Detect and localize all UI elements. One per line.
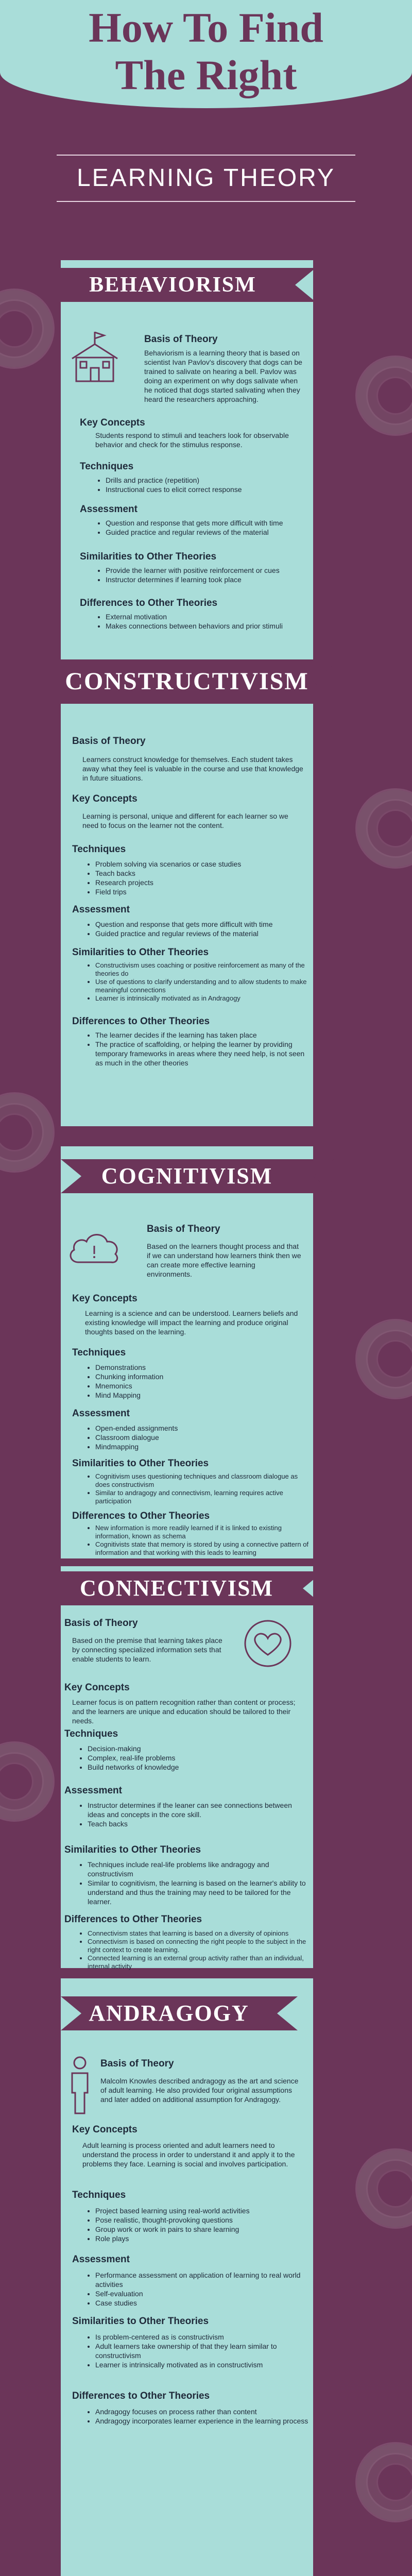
list-item: • Connectivism states that learning is based on a diversity of opinions [88, 1929, 309, 1938]
cognitivism-banner [61, 1159, 313, 1193]
title-line-2: The Right [115, 52, 297, 98]
list-item: • Demonstrations [95, 1363, 312, 1372]
list-item: • Project based learning using real-world activities [95, 2206, 312, 2215]
swirl-decoration [355, 1319, 412, 1399]
andragogy-assess-heading: Assessment [72, 2254, 130, 2265]
swirl-decoration [355, 355, 412, 436]
behaviorism-title: BEHAVIORISM [89, 273, 256, 297]
list-item: • Build networks of knowledge [88, 1762, 304, 1772]
andragogy-sim-list [85, 2332, 312, 2369]
list-item: • Question and response that gets more difficult with time [106, 518, 312, 528]
andragogy-key-heading: Key Concepts [72, 2124, 138, 2135]
andragogy-sim-heading: Similarities to Other Theories [72, 2316, 209, 2327]
page-title [0, 4, 412, 99]
constructivism-tech-list [85, 859, 312, 896]
andragogy-diff-heading: Differences to Other Theories [72, 2391, 210, 2401]
constructivism-sim-list [85, 961, 312, 1003]
list-item: • Field trips [95, 887, 312, 896]
behaviorism-diff-heading: Differences to Other Theories [80, 598, 218, 608]
constructivism-banner [61, 665, 313, 699]
connectivism-sim-heading: Similarities to Other Theories [64, 1844, 201, 1855]
behaviorism-key-text: Students respond to stimuli and teachers look for observable behavior and check for the stimulus response. [95, 431, 289, 449]
andragogy-key-text: Adult learning is process oriented and adult learners need to understand the process in order to understand it and apply it to the problems they face. Learning is social and involves participation. [82, 2141, 295, 2168]
swirl-decoration [355, 2442, 412, 2522]
cognitivism-sim-list [85, 1472, 312, 1505]
list-item: • Cognitivists state that memory is stored by using a connective pattern of information and that working with this leads to learning [95, 1540, 312, 1557]
connectivism-title: CONNECTIVISM [79, 1575, 274, 1601]
behaviorism-key-heading: Key Concepts [80, 417, 145, 428]
swirl-decoration [0, 1741, 55, 1822]
list-item: • New information is more readily learned if it is linked to existing information, known as schema [95, 1524, 312, 1540]
list-item: • Andragogy incorporates learner experience in the learning process [95, 2416, 312, 2426]
list-item: • Learner is intrinsically motivated as in constructivism [95, 2360, 312, 2369]
cloud-icon [66, 1226, 123, 1267]
list-item: • Performance assessment on application of learning to real world activities [95, 2270, 312, 2289]
behaviorism-diff-list [95, 612, 312, 631]
swirl-decoration [355, 788, 412, 869]
cognitivism-basis-heading: Basis of Theory [147, 1224, 220, 1234]
list-item: • Use of questions to clarify understanding and to allow students to make meaningful connections [95, 978, 312, 994]
list-item: • Connected learning is an external group activity rather than an individual, internal activity [88, 1954, 309, 1971]
heart-icon [239, 1618, 296, 1669]
constructivism-diff-heading: Differences to Other Theories [72, 1016, 210, 1027]
andragogy-tech-heading: Techniques [72, 2190, 126, 2200]
list-item: • Chunking information [95, 1372, 312, 1381]
andragogy-tech-list [85, 2206, 312, 2243]
subtitle: LEARNING THEORY [76, 164, 335, 192]
constructivism-basis-heading: Basis of Theory [72, 736, 146, 747]
connectivism-sim-list [77, 1860, 309, 1906]
swirl-decoration [355, 2148, 412, 2229]
constructivism-title: CONSTRUCTIVISM [65, 668, 309, 695]
list-item: • Mind Mapping [95, 1391, 312, 1400]
list-item: • Drills and practice (repetition) [106, 476, 312, 485]
person-icon [67, 2056, 93, 2117]
list-item: • Learner is intrinsically motivated as in Andragogy [95, 994, 312, 1003]
list-item: • Classroom dialogue [95, 1433, 312, 1442]
cognitivism-assess-heading: Assessment [72, 1408, 130, 1419]
list-item: • Research projects [95, 878, 312, 887]
constructivism-assess-heading: Assessment [72, 904, 130, 915]
list-item: • Provide the learner with positive reinforcement or cues [106, 566, 312, 575]
connectivism-diff-heading: Differences to Other Theories [64, 1914, 202, 1925]
list-item: • Question and response that gets more difficult with time [95, 920, 312, 929]
cognitivism-assess-list [85, 1423, 312, 1451]
constructivism-basis-text: Learners construct knowledge for themselves. Each student takes away what they feel is valuable in the course and use that knowledge in future situations. [82, 755, 303, 782]
cognitivism-diff-list [85, 1524, 312, 1557]
list-item: • Problem solving via scenarios or case studies [95, 859, 312, 869]
list-item: • Andragogy focuses on process rather than content [95, 2407, 312, 2416]
constructivism-key-heading: Key Concepts [72, 793, 138, 804]
behaviorism-tech-list [95, 476, 312, 494]
list-item: • Mnemonics [95, 1381, 312, 1391]
connectivism-basis-heading: Basis of Theory [64, 1618, 138, 1629]
list-item: • Complex, real-life problems [88, 1753, 304, 1762]
list-item: • External motivation [106, 612, 312, 621]
list-item: • Constructivism uses coaching or positive reinforcement as many of the theories do [95, 961, 312, 978]
cognitivism-title: COGNITIVISM [101, 1163, 273, 1189]
list-item: • Guided practice and regular reviews of the material [106, 528, 312, 537]
list-item: • Mindmapping [95, 1442, 312, 1451]
behaviorism-basis-heading: Basis of Theory [144, 334, 218, 345]
connectivism-tech-list [77, 1744, 304, 1772]
list-item: • Self-evaluation [95, 2289, 312, 2298]
list-item: • Decision-making [88, 1744, 304, 1753]
list-item: • Connectivism is based on connecting the right people to the subject in the right context to create learning. [88, 1938, 309, 1954]
list-item: • Teach backs [88, 1819, 309, 1828]
list-item: • Instructor determines if the leaner can see connections between ideas and concepts in the core skill. [88, 1801, 309, 1819]
cognitivism-key-text: Learning is a science and can be understood. Learners beliefs and existing knowledge will impact the learning and produce original thoughts based on the learning. [85, 1309, 298, 1336]
list-item: • Cognitivism uses questioning techniques and classroom dialogue as does constructivism [95, 1472, 312, 1489]
constructivism-key-text: Learning is personal, unique and different for each learner so we need to focus on the learner not the content. [82, 812, 288, 829]
behaviorism-assess-heading: Assessment [80, 504, 138, 515]
list-item: • Open-ended assignments [95, 1423, 312, 1433]
list-item: • Guided practice and regular reviews of the material [95, 929, 312, 938]
andragogy-assess-list [85, 2270, 312, 2308]
connectivism-assess-heading: Assessment [64, 1785, 122, 1796]
list-item: • Techniques include real-life problems like andragogy and constructivism [88, 1860, 309, 1878]
list-item: • Adult learners take ownership of that they learn similar to constructivism [95, 2342, 312, 2360]
connectivism-diff-list [77, 1929, 309, 1971]
constructivism-diff-list [85, 1030, 312, 1067]
subtitle-rule-bottom [57, 201, 355, 202]
behaviorism-banner [50, 268, 295, 302]
list-item: • Similar to andragogy and connectivism, learning requires active participation [95, 1489, 312, 1505]
swirl-decoration [0, 1092, 55, 1173]
list-item: • Pose realistic, thought-provoking questions [95, 2215, 312, 2225]
list-item: • The learner decides if the learning has taken place [95, 1030, 312, 1040]
behaviorism-sim-heading: Similarities to Other Theories [80, 551, 217, 562]
behaviorism-basis-text: Behaviorism is a learning theory that is based on scientist Ivan Pavlov's discovery that dogs can be trained to salivate on hearing a bell. Pavlov was doing an experiment on why dogs salivate when he noticed that dogs started salivating when they heard the researchers approaching. [144, 349, 302, 403]
cognitivism-basis-text: Based on the learners thought process and that if we can understand how learners think then we can create more effective learning environments. [147, 1242, 301, 1278]
cognitivism-diff-heading: Differences to Other Theories [72, 1511, 210, 1521]
list-item: • Instructional cues to elicit correct response [106, 485, 312, 494]
behaviorism-assess-list [95, 518, 312, 537]
list-item: • Makes connections between behaviors and prior stimuli [106, 621, 312, 631]
swirl-decoration [0, 289, 55, 369]
constructivism-tech-heading: Techniques [72, 844, 126, 855]
connectivism-assess-list [77, 1801, 309, 1828]
list-item: • Similar to cognitivism, the learning is based on the learner's ability to understand and thus the training may need to be tailored for the learner. [88, 1878, 309, 1906]
cognitivism-tech-heading: Techniques [72, 1347, 126, 1358]
behaviorism-tech-heading: Techniques [80, 461, 134, 472]
behaviorism-sim-list [95, 566, 312, 584]
list-item: • Case studies [95, 2298, 312, 2308]
andragogy-diff-list [85, 2407, 312, 2426]
andragogy-basis-heading: Basis of Theory [100, 2058, 174, 2069]
list-item: • Teach backs [95, 869, 312, 878]
andragogy-banner [61, 1996, 277, 2030]
connectivism-key-text: Learner focus is on pattern recognition rather than content or process; and the learners are unique and education should be tailored to their needs. [72, 1698, 296, 1725]
list-item: • Role plays [95, 2234, 312, 2243]
school-icon [67, 330, 123, 387]
list-item: • Group work or work in pairs to share learning [95, 2225, 312, 2234]
connectivism-key-heading: Key Concepts [64, 1682, 130, 1693]
andragogy-title: ANDRAGOGY [89, 2001, 249, 2026]
constructivism-sim-heading: Similarities to Other Theories [72, 947, 209, 958]
cognitivism-sim-heading: Similarities to Other Theories [72, 1458, 209, 1469]
cognitivism-key-heading: Key Concepts [72, 1293, 138, 1304]
constructivism-assess-list [85, 920, 312, 938]
cognitivism-tech-list [85, 1363, 312, 1400]
list-item: • Is problem-centered as is constructivism [95, 2332, 312, 2342]
connectivism-tech-heading: Techniques [64, 1728, 118, 1739]
connectivism-basis-text: Based on the premise that learning takes place by connecting specialized information sets that enable students to learn. [72, 1636, 222, 1663]
connectivism-banner [50, 1571, 303, 1605]
list-item: • Instructor determines if learning took place [106, 575, 312, 584]
title-line-1: How To Find [89, 4, 323, 51]
list-item: • The practice of scaffolding, or helping the learner by providing temporary frameworks in areas where they need help, is not seen as much in the other theories [95, 1040, 312, 1067]
subtitle-rule-top [57, 155, 355, 156]
andragogy-basis-text: Malcolm Knowles described andragogy as the art and science of adult learning. He also provided four original assumptions and later added on additional assumption for Andragogy. [100, 2077, 299, 2104]
